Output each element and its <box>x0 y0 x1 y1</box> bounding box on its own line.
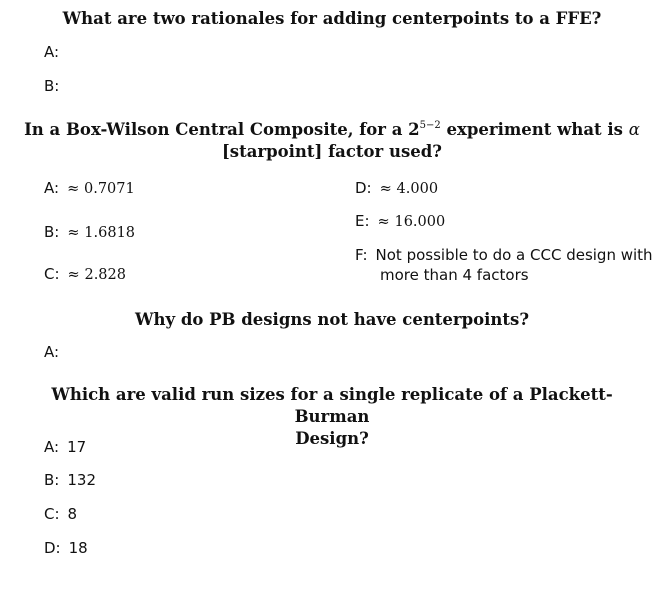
question-4 <box>20 384 644 450</box>
option-letter: F: <box>355 246 368 264</box>
q1-option-b <box>44 76 59 96</box>
option-letter: B: <box>44 471 60 489</box>
option-letter: A: <box>44 343 60 361</box>
option-letter: B: <box>44 77 60 95</box>
option-value: 8 <box>67 505 78 523</box>
q1-option-a <box>44 42 59 62</box>
q4-option-d <box>44 538 88 558</box>
question-2 <box>20 119 644 163</box>
option-letter: A: <box>44 438 60 456</box>
option-letter: C: <box>44 265 60 283</box>
question-3 <box>20 309 644 331</box>
option-letter: D: <box>44 539 61 557</box>
option-value: 4.000 <box>396 181 439 197</box>
q2-option-f <box>355 245 653 285</box>
q2-option-c <box>44 264 126 285</box>
question-4-line-1: Which are valid run sizes for a single replicate of a Plackett-Burman <box>51 385 613 426</box>
option-text-line-1: Not possible to do a CCC design with <box>375 246 653 264</box>
approx-symbol: ≈ <box>67 181 80 197</box>
option-value: 18 <box>68 539 88 557</box>
question-4-line-2: Design? <box>295 429 369 448</box>
option-value: 17 <box>67 438 87 456</box>
question-2-exponent: 5−2 <box>419 120 441 131</box>
option-value: 1.6818 <box>84 225 136 241</box>
q4-option-a <box>44 437 86 457</box>
q4-option-c <box>44 504 77 524</box>
question-1 <box>20 8 644 30</box>
q3-option-a <box>44 342 59 362</box>
approx-symbol: ≈ <box>67 267 80 283</box>
q2-option-b <box>44 222 135 243</box>
approx-symbol: ≈ <box>377 214 390 230</box>
option-letter: B: <box>44 223 60 241</box>
option-value: 0.7071 <box>84 181 135 197</box>
approx-symbol: ≈ <box>379 181 392 197</box>
option-letter: E: <box>355 212 370 230</box>
approx-symbol: ≈ <box>67 225 80 241</box>
option-value: 132 <box>67 471 96 489</box>
q2-option-e <box>355 211 445 232</box>
q2-option-a <box>44 178 135 199</box>
question-2-pre: In a Box-Wilson Central Composite, for a <box>24 120 409 139</box>
option-text-line-2: more than 4 factors <box>380 266 529 284</box>
q4-option-b <box>44 470 96 490</box>
question-2-base: 2 <box>408 120 420 139</box>
option-letter: C: <box>44 505 60 523</box>
option-letter: A: <box>44 43 60 61</box>
q2-option-d <box>355 178 438 199</box>
option-value: 16.000 <box>394 214 446 230</box>
option-letter: A: <box>44 179 60 197</box>
alpha-symbol: α <box>628 120 640 139</box>
question-1-text: What are two rationales for adding centerpoints to a FFE? <box>62 9 602 28</box>
question-2-mid: experiment what is <box>440 120 629 139</box>
question-3-text: Why do PB designs not have centerpoints? <box>134 310 530 329</box>
option-value: 2.828 <box>84 267 126 283</box>
option-letter: D: <box>355 179 372 197</box>
question-2-post: [starpoint] factor used? <box>222 142 442 161</box>
